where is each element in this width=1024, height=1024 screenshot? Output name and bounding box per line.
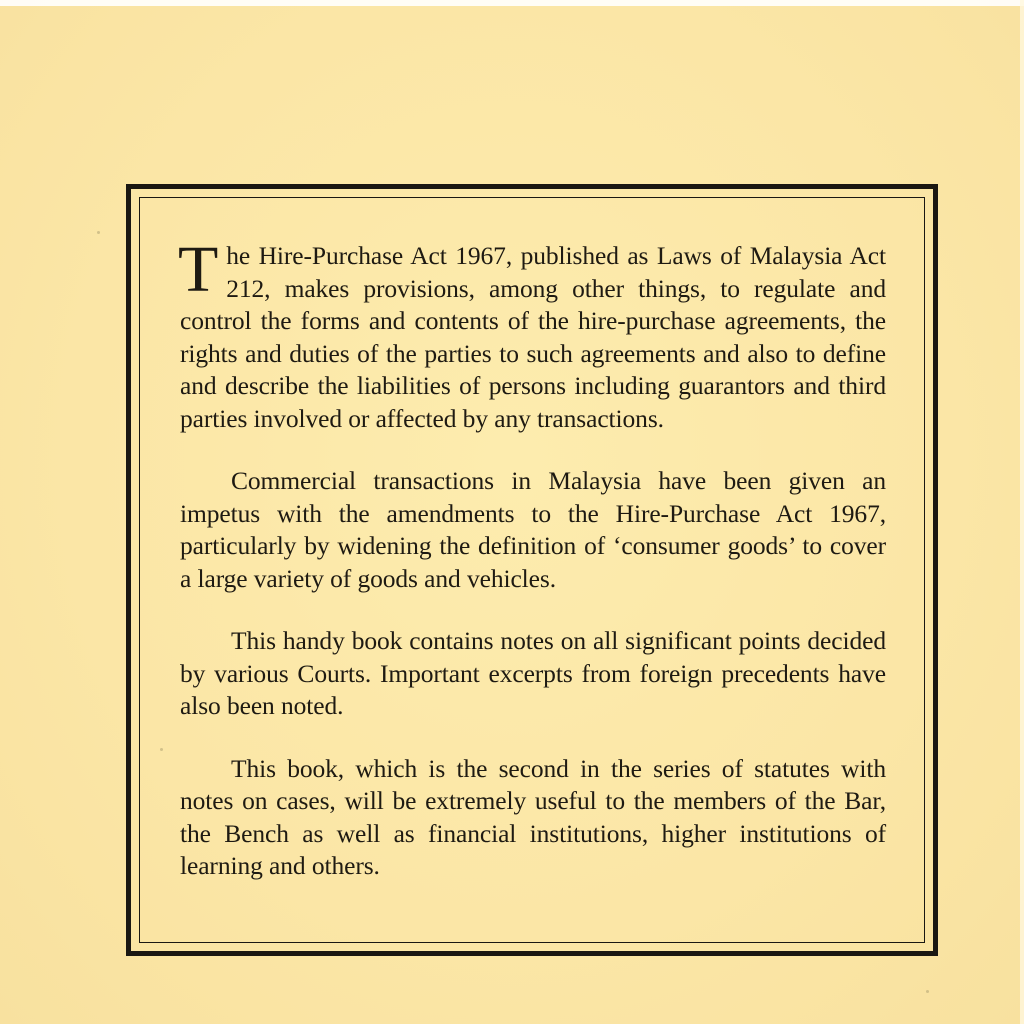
paper-speck [97,231,100,234]
blurb-paragraph-4: This book, which is the second in the series of statutes with notes on cases, will be extremely useful to the members of the Bar, the Bench as well as financial institutions, higher institutions of learning and others. [180,753,886,880]
paragraph-text: he Hire-Purchase Act 1967, published as Laws of Malaysia Act 212, makes provisions, among other things, to regulate and control the forms and contents of the hire-purchase agreements, the rights and duties of the parties to such agreements and also to define and describe the liabilities of persons including guarantors and third parties involved or affected by any transactions. [180,241,886,433]
drop-cap: T [178,233,219,306]
blurb-text [178,233,886,913]
blurb-paragraph-3: This handy book contains notes on all significant points decided by various Courts. Important excerpts from foreign precedents have also been noted. [180,626,886,720]
paper-speck [926,990,929,993]
page-edge-right [1020,0,1024,1024]
blurb-paragraph-2: Commercial transactions in Malaysia have been given an impetus with the amendments to the Hire-Purchase Act 1967, particularly by widening the definition of ‘consumer goods’ to cover a large variety of goods and vehicles. [180,466,886,593]
page-edge-top [0,0,1024,6]
blurb-paragraph-1 [178,233,886,435]
